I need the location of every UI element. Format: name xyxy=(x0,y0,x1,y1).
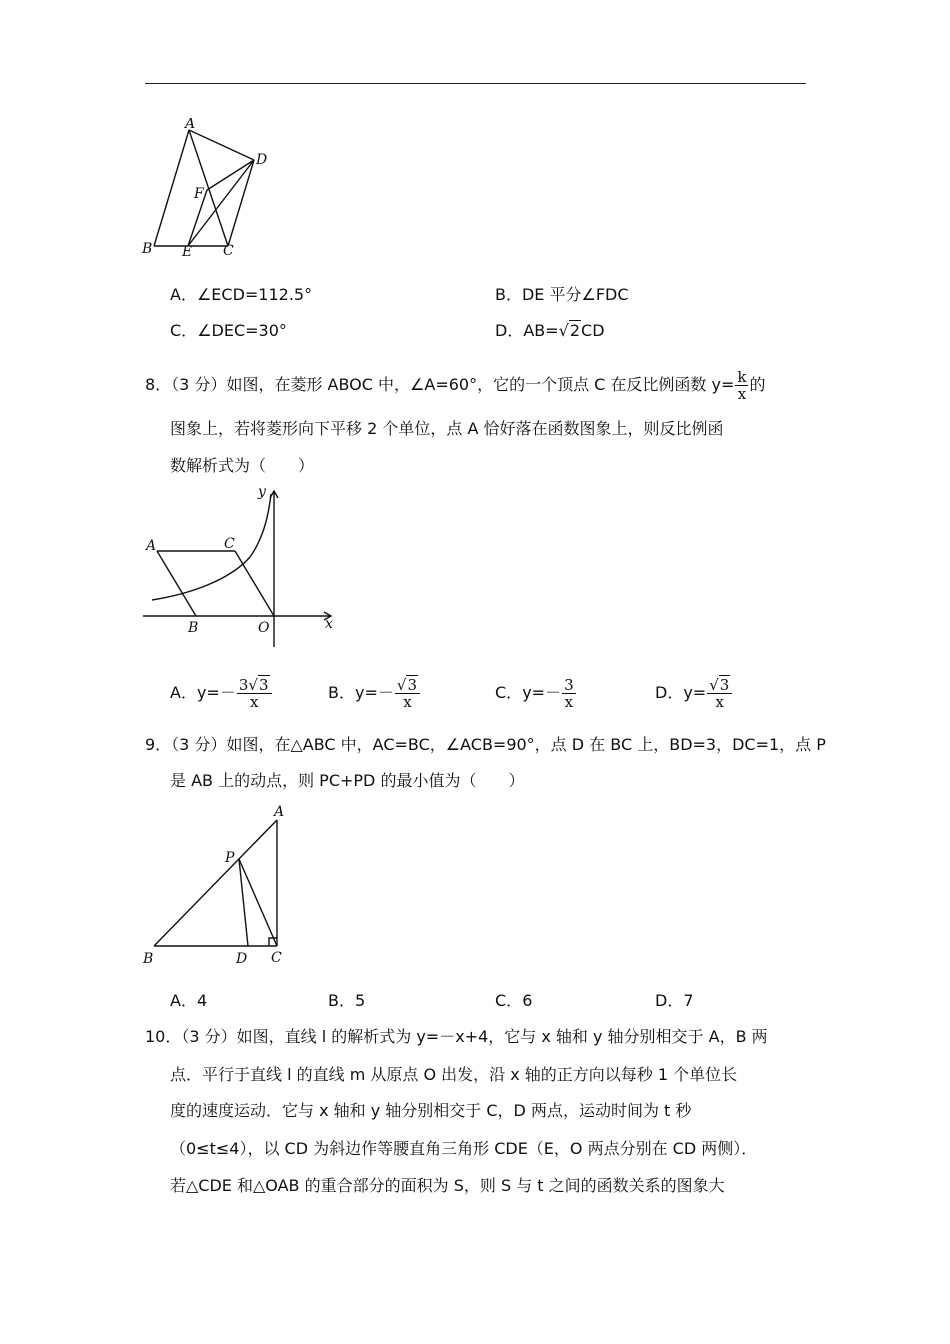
q7-label-a: A xyxy=(185,118,196,132)
q8-figure xyxy=(140,482,340,650)
q8-line-1 xyxy=(145,369,766,402)
q10-line-2: 点．平行于直线 l 的直线 m 从原点 O 出发，沿 x 轴的正方向以每秒 1 个单位长 xyxy=(170,1065,738,1084)
q7-segment-de xyxy=(188,160,254,246)
q8-segment-co xyxy=(235,551,274,616)
header-rule xyxy=(145,83,806,84)
q7-figure xyxy=(140,118,280,263)
q7-option-d-text-after: CD xyxy=(581,321,605,340)
q8-option-b-prefix: y=－ xyxy=(354,683,394,702)
q8-option-c-fraction xyxy=(562,677,576,710)
q9-label-p: P xyxy=(225,850,235,866)
q9-segment-pc xyxy=(239,859,277,946)
q8-fraction xyxy=(735,369,748,402)
q8-label-b: B xyxy=(188,620,199,636)
q8-option-a-fraction xyxy=(237,677,272,710)
q8-line-2: 图象上，若将菱形向下平移 2 个单位，点 A 恰好落在函数图象上，则反比例函 xyxy=(170,419,724,438)
q8-option-a-radicand: 3 xyxy=(258,676,269,694)
q7-option-b-letter: B． xyxy=(495,285,522,304)
q7-label-c: C xyxy=(223,243,234,259)
q8-option-a-letter: A． xyxy=(170,683,197,702)
q7-option-d-letter: D． xyxy=(495,321,524,340)
q8-line-3: 数解析式为（ ） xyxy=(170,456,315,475)
q8-label-o: O xyxy=(258,620,270,636)
q9-label-b: B xyxy=(143,951,154,967)
q9-option-a-letter: A． xyxy=(170,991,197,1010)
q7-option-a-letter: A． xyxy=(170,285,197,304)
q9-figure xyxy=(140,800,300,972)
q7-segment-ab xyxy=(154,130,189,246)
sqrt-icon: √ xyxy=(558,321,569,340)
q8-option-d-den: x xyxy=(715,693,724,711)
q7-segment-cd xyxy=(228,160,254,246)
q8-line-1-text: 8．（3 分）如图，在菱形 ABOC 中，∠A=60°，它的一个顶点 C 在反比例函数 y= xyxy=(145,375,735,394)
q7-option-b[interactable] xyxy=(495,285,629,305)
q9-option-d-letter: D． xyxy=(655,991,684,1010)
q9-option-c-letter: C． xyxy=(495,991,523,1010)
q10-line-1: 10．（3 分）如图，直线 l 的解析式为 y=－x+4，它与 x 轴和 y 轴分别相交于 A，B 两 xyxy=(145,1027,768,1046)
q7-option-c[interactable] xyxy=(170,321,287,341)
q8-option-a-prefix: y=－ xyxy=(196,683,236,702)
q7-label-e: E xyxy=(182,244,193,260)
q7-label-d: D xyxy=(256,152,268,168)
q8-hyperbola xyxy=(152,494,271,600)
q7-label-b: B xyxy=(142,241,153,257)
q8-option-d-fraction xyxy=(707,677,732,710)
q9-option-c-text: 6 xyxy=(522,991,533,1010)
q7-segment-ad xyxy=(189,130,254,160)
q9-option-c[interactable] xyxy=(495,991,532,1011)
q9-label-a: A xyxy=(274,804,285,820)
q8-option-a-coef: 3 xyxy=(238,676,249,694)
q8-option-a[interactable] xyxy=(170,677,273,710)
q10-line-3: 度的速度运动．它与 x 轴和 y 轴分别相交于 C，D 两点，运动时间为 t 秒 xyxy=(170,1101,692,1120)
q8-option-c-prefix: y=－ xyxy=(522,683,562,702)
q9-label-d: D xyxy=(236,951,248,967)
q8-option-b-radicand: 3 xyxy=(407,676,417,694)
q7-option-b-text: DE 平分∠FDC xyxy=(521,285,629,304)
q7-option-d-radicand: 2 xyxy=(569,321,581,340)
q8-option-d-letter: D． xyxy=(655,683,684,702)
q8-label-x: x xyxy=(325,616,333,632)
q8-label-a: A xyxy=(146,538,157,554)
q8-fraction-num: k xyxy=(737,368,747,386)
q9-option-b[interactable] xyxy=(328,991,365,1011)
q8-option-d-prefix: y= xyxy=(683,683,707,702)
q9-segment-ab xyxy=(154,820,277,946)
q7-option-d-text-before: AB= xyxy=(523,321,559,340)
q8-option-d[interactable] xyxy=(655,677,733,710)
q8-option-b[interactable] xyxy=(328,677,421,710)
q7-option-a-text: ∠ECD=112.5° xyxy=(196,285,313,304)
sqrt-icon: √ xyxy=(709,676,719,694)
q10-line-4: （0≤t≤4），以 CD 为斜边作等腰直角三角形 CDE（E，O 两点分别在 CD 两侧）． xyxy=(170,1139,758,1158)
q8-option-a-den: x xyxy=(249,693,259,711)
q8-option-b-den: x xyxy=(403,693,412,711)
q8-fraction-den: x xyxy=(737,385,747,403)
q8-label-c: C xyxy=(224,536,235,552)
q9-option-d-text: 7 xyxy=(683,991,694,1010)
q8-line-1-end: 的 xyxy=(749,375,766,394)
q7-option-a[interactable] xyxy=(170,285,312,305)
q8-segment-ab xyxy=(157,551,196,616)
q9-option-b-letter: B． xyxy=(328,991,355,1010)
q8-label-y: y xyxy=(258,484,266,500)
q9-option-b-text: 5 xyxy=(354,991,366,1010)
sqrt-icon: √ xyxy=(396,676,407,694)
q9-segment-pd xyxy=(239,859,248,946)
q8-option-b-letter: B． xyxy=(328,683,355,702)
q8-option-c[interactable] xyxy=(495,677,577,710)
q7-option-d[interactable] xyxy=(495,321,605,341)
q8-option-c-letter: C． xyxy=(495,683,523,702)
q8-option-d-radicand: 3 xyxy=(719,676,730,694)
q7-option-c-letter: C． xyxy=(170,321,198,340)
q8-option-c-den: x xyxy=(564,693,574,711)
q8-option-b-fraction xyxy=(395,677,420,710)
q9-option-a[interactable] xyxy=(170,991,207,1011)
q9-line-2: 是 AB 上的动点，则 PC+PD 的最小值为（ ） xyxy=(170,771,525,790)
q9-option-d[interactable] xyxy=(655,991,694,1011)
sqrt-icon: √ xyxy=(248,676,258,694)
q9-label-c: C xyxy=(271,950,282,966)
q7-option-c-text: ∠DEC=30° xyxy=(197,321,287,340)
q9-option-a-text: 4 xyxy=(196,991,208,1010)
q7-label-f: F xyxy=(194,186,204,202)
q10-line-5: 若△CDE 和△OAB 的重合部分的面积为 S，则 S 与 t 之间的函数关系的图象大 xyxy=(170,1176,725,1195)
q9-line-1: 9．（3 分）如图，在△ABC 中，AC=BC，∠ACB=90°，点 D 在 BC 上，BD=3，DC=1，点 P xyxy=(145,735,826,754)
q8-option-c-num: 3 xyxy=(564,676,574,694)
